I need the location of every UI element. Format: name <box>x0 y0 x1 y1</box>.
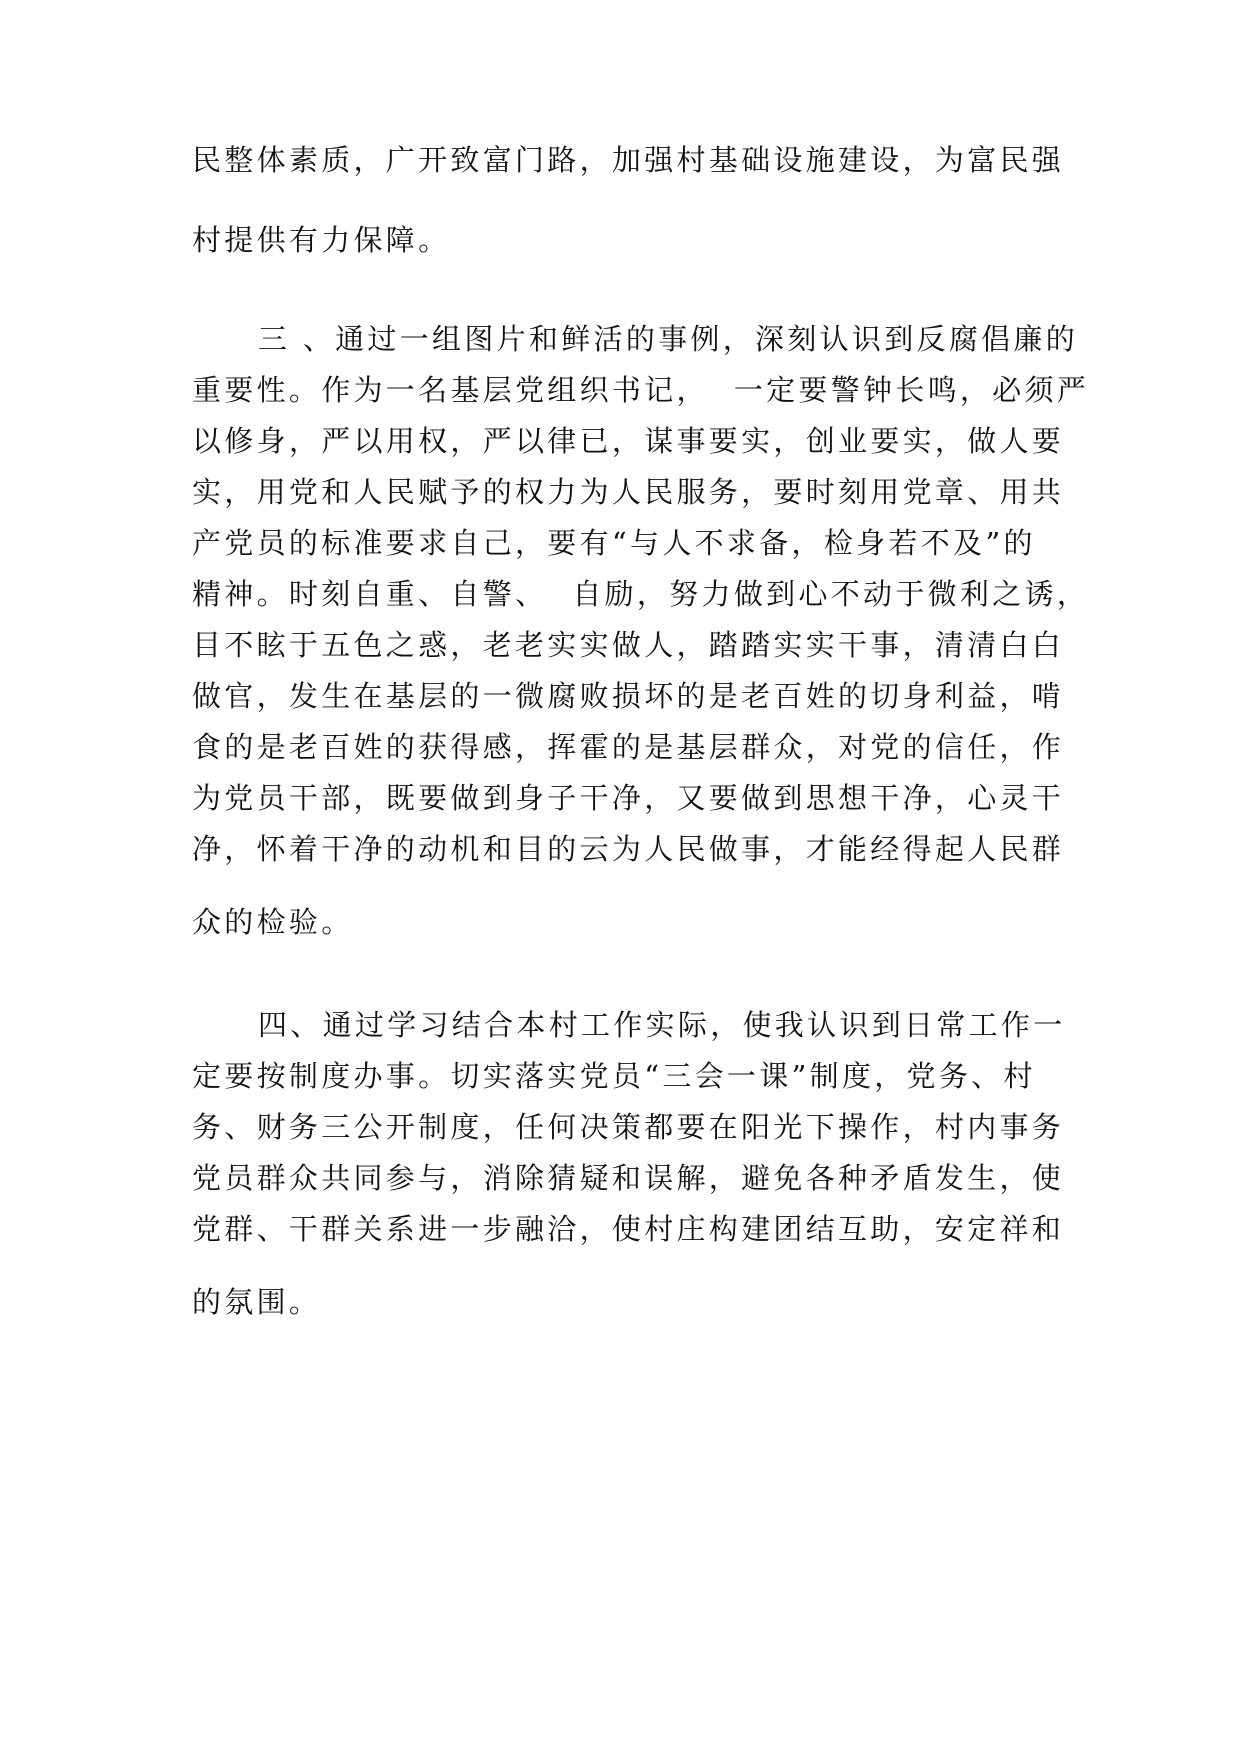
text-line: 目不眩于五色之惑，老老实实做人，踏踏实实干事，清清白白 <box>192 628 1065 662</box>
text-line: 四、通过学习结合本村工作实际，使我认识到日常工作一 <box>258 1008 1066 1042</box>
text-line: 众的检验。 <box>192 905 354 939</box>
text-line: 定要按制度办事。切实落实党员“三会一课”制度，党务、村 <box>192 1059 1036 1093</box>
text-line: 重要性。作为一名基层党组织书记， 一定要警钟长鸣，必须严 <box>192 373 1090 407</box>
text-line: 做官，发生在基层的一微腐败损坏的是老百姓的切身利益，啃 <box>192 679 1065 713</box>
text-line: 产党员的标准要求自己，要有“与人不求备，检身若不及”的 <box>192 526 1036 560</box>
text-line: 党员群众共同参与，消除猜疑和误解，避免各种矛盾发生，使 <box>192 1161 1065 1195</box>
text-line: 净，怀着干净的动机和目的云为人民做事，才能经得起人民群 <box>192 832 1065 866</box>
text-line: 三 、通过一组图片和鲜活的事例，深刻认识到反腐倡廉的 <box>258 322 1079 356</box>
text-line: 实，用党和人民赋予的权力为人民服务，要时刻用党章、用共 <box>192 475 1065 509</box>
text-line: 民整体素质，广开致富门路，加强村基础设施建设，为富民强 <box>192 143 1065 177</box>
text-line: 精神。时刻自重、自警、 自励，努力做到心不动于微利之诱， <box>192 577 1090 611</box>
text-line: 党群、干群关系进一步融洽，使村庄构建团结互助，安定祥和 <box>192 1212 1065 1246</box>
text-line: 食的是老百姓的获得感，挥霍的是基层群众，对党的信任，作 <box>192 730 1065 764</box>
text-line: 务、财务三公开制度，任何决策都要在阳光下操作，村内事务 <box>192 1110 1065 1144</box>
text-line: 村提供有力保障。 <box>192 223 451 257</box>
text-line: 为党员干部，既要做到身子干净，又要做到思想干净，心灵干 <box>192 781 1065 815</box>
text-line: 以修身，严以用权，严以律已，谋事要实，创业要实，做人要 <box>192 424 1065 458</box>
text-line: 的氛围。 <box>192 1285 322 1319</box>
